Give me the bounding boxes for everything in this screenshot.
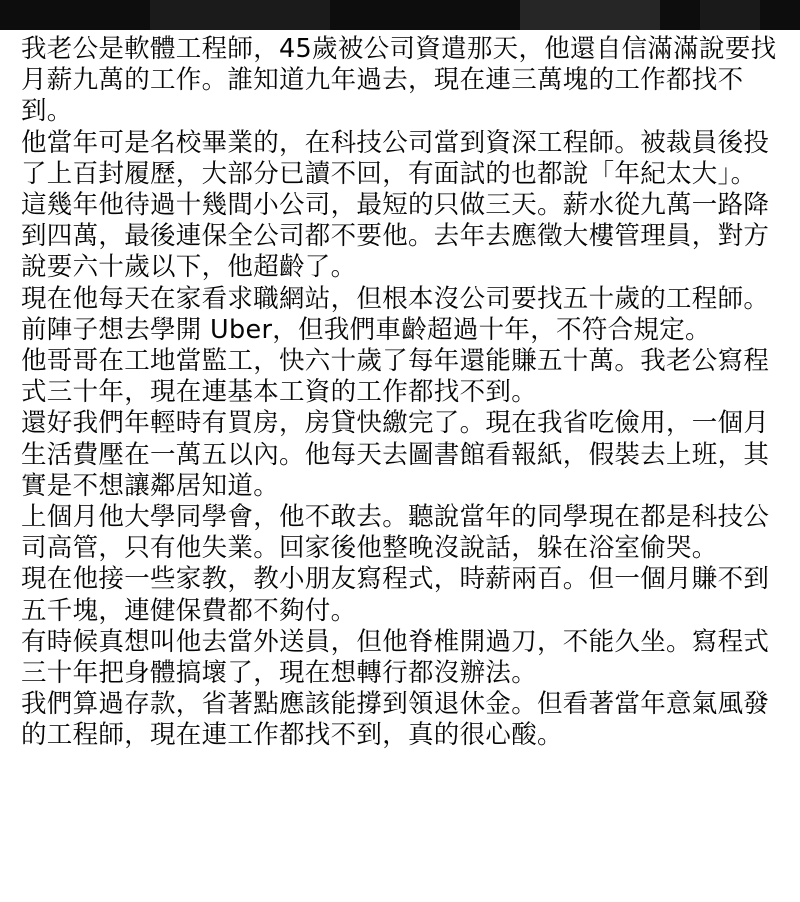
paragraph-9: 有時候真想叫他去當外送員，但他脊椎開過刀，不能久坐。寫程式三十年把身體搞壞了，現在想轉行都沒辦法。 bbox=[21, 626, 770, 689]
paragraph-10: 我們算過存款，省著點應該能撐到領退休金。但看著當年意氣風發的工程師，現在連工作都找不到，真的很心酸。 bbox=[21, 689, 770, 751]
paragraph-3: 這幾年他待過十幾間小公司，最短的只做三天。薪水從九萬一路降到四萬，最後連保全公司都不要他。去年去應徵大樓管理員，對方說要六十歲以下，他超齡了。 bbox=[21, 190, 770, 283]
top-photo-strip bbox=[0, 0, 800, 30]
paragraph-8: 現在他接一些家教，教小朋友寫程式，時薪兩百。但一個月賺不到五千塊，連健保費都不夠付。 bbox=[21, 564, 770, 626]
photo-shade bbox=[150, 0, 330, 30]
paragraph-6: 還好我們年輕時有買房，房貸快繳完了。現在我省吃儉用，一個月生活費壓在一萬五以內。他每天去圖書館看報紙，假裝去上班，其實是不想讓鄰居知道。 bbox=[21, 408, 770, 501]
post-text bbox=[21, 34, 783, 752]
paragraph-5: 他哥哥在工地當監工，快六十歲了每年還能賺五十萬。我老公寫程式三十年，現在連基本工資的工作都找不到。 bbox=[21, 346, 770, 408]
paragraph-4: 現在他每天在家看求職網站，但根本沒公司要找五十歲的工程師。前陣子想去學開 Uber，但我們車齡超過十年，不符合規定。 bbox=[21, 283, 770, 345]
paragraph-2: 他當年可是名校畢業的，在科技公司當到資深工程師。被裁員後投了上百封履歷，大部分已讀不回，有面試的也都說「年紀太大」。 bbox=[21, 127, 770, 189]
paragraph-1: 我老公是軟體工程師，45歲被公司資遣那天，他還自信滿滿說要找月薪九萬的工作。誰知道九年過去，現在連三萬塊的工作都找不到。 bbox=[21, 34, 777, 127]
photo-shade bbox=[700, 0, 760, 30]
paragraph-7: 上個月他大學同學會，他不敢去。聽說當年的同學現在都是科技公司高管，只有他失業。回家後他整晚沒說話，躲在浴室偷哭。 bbox=[21, 502, 770, 564]
photo-shade bbox=[520, 0, 660, 30]
